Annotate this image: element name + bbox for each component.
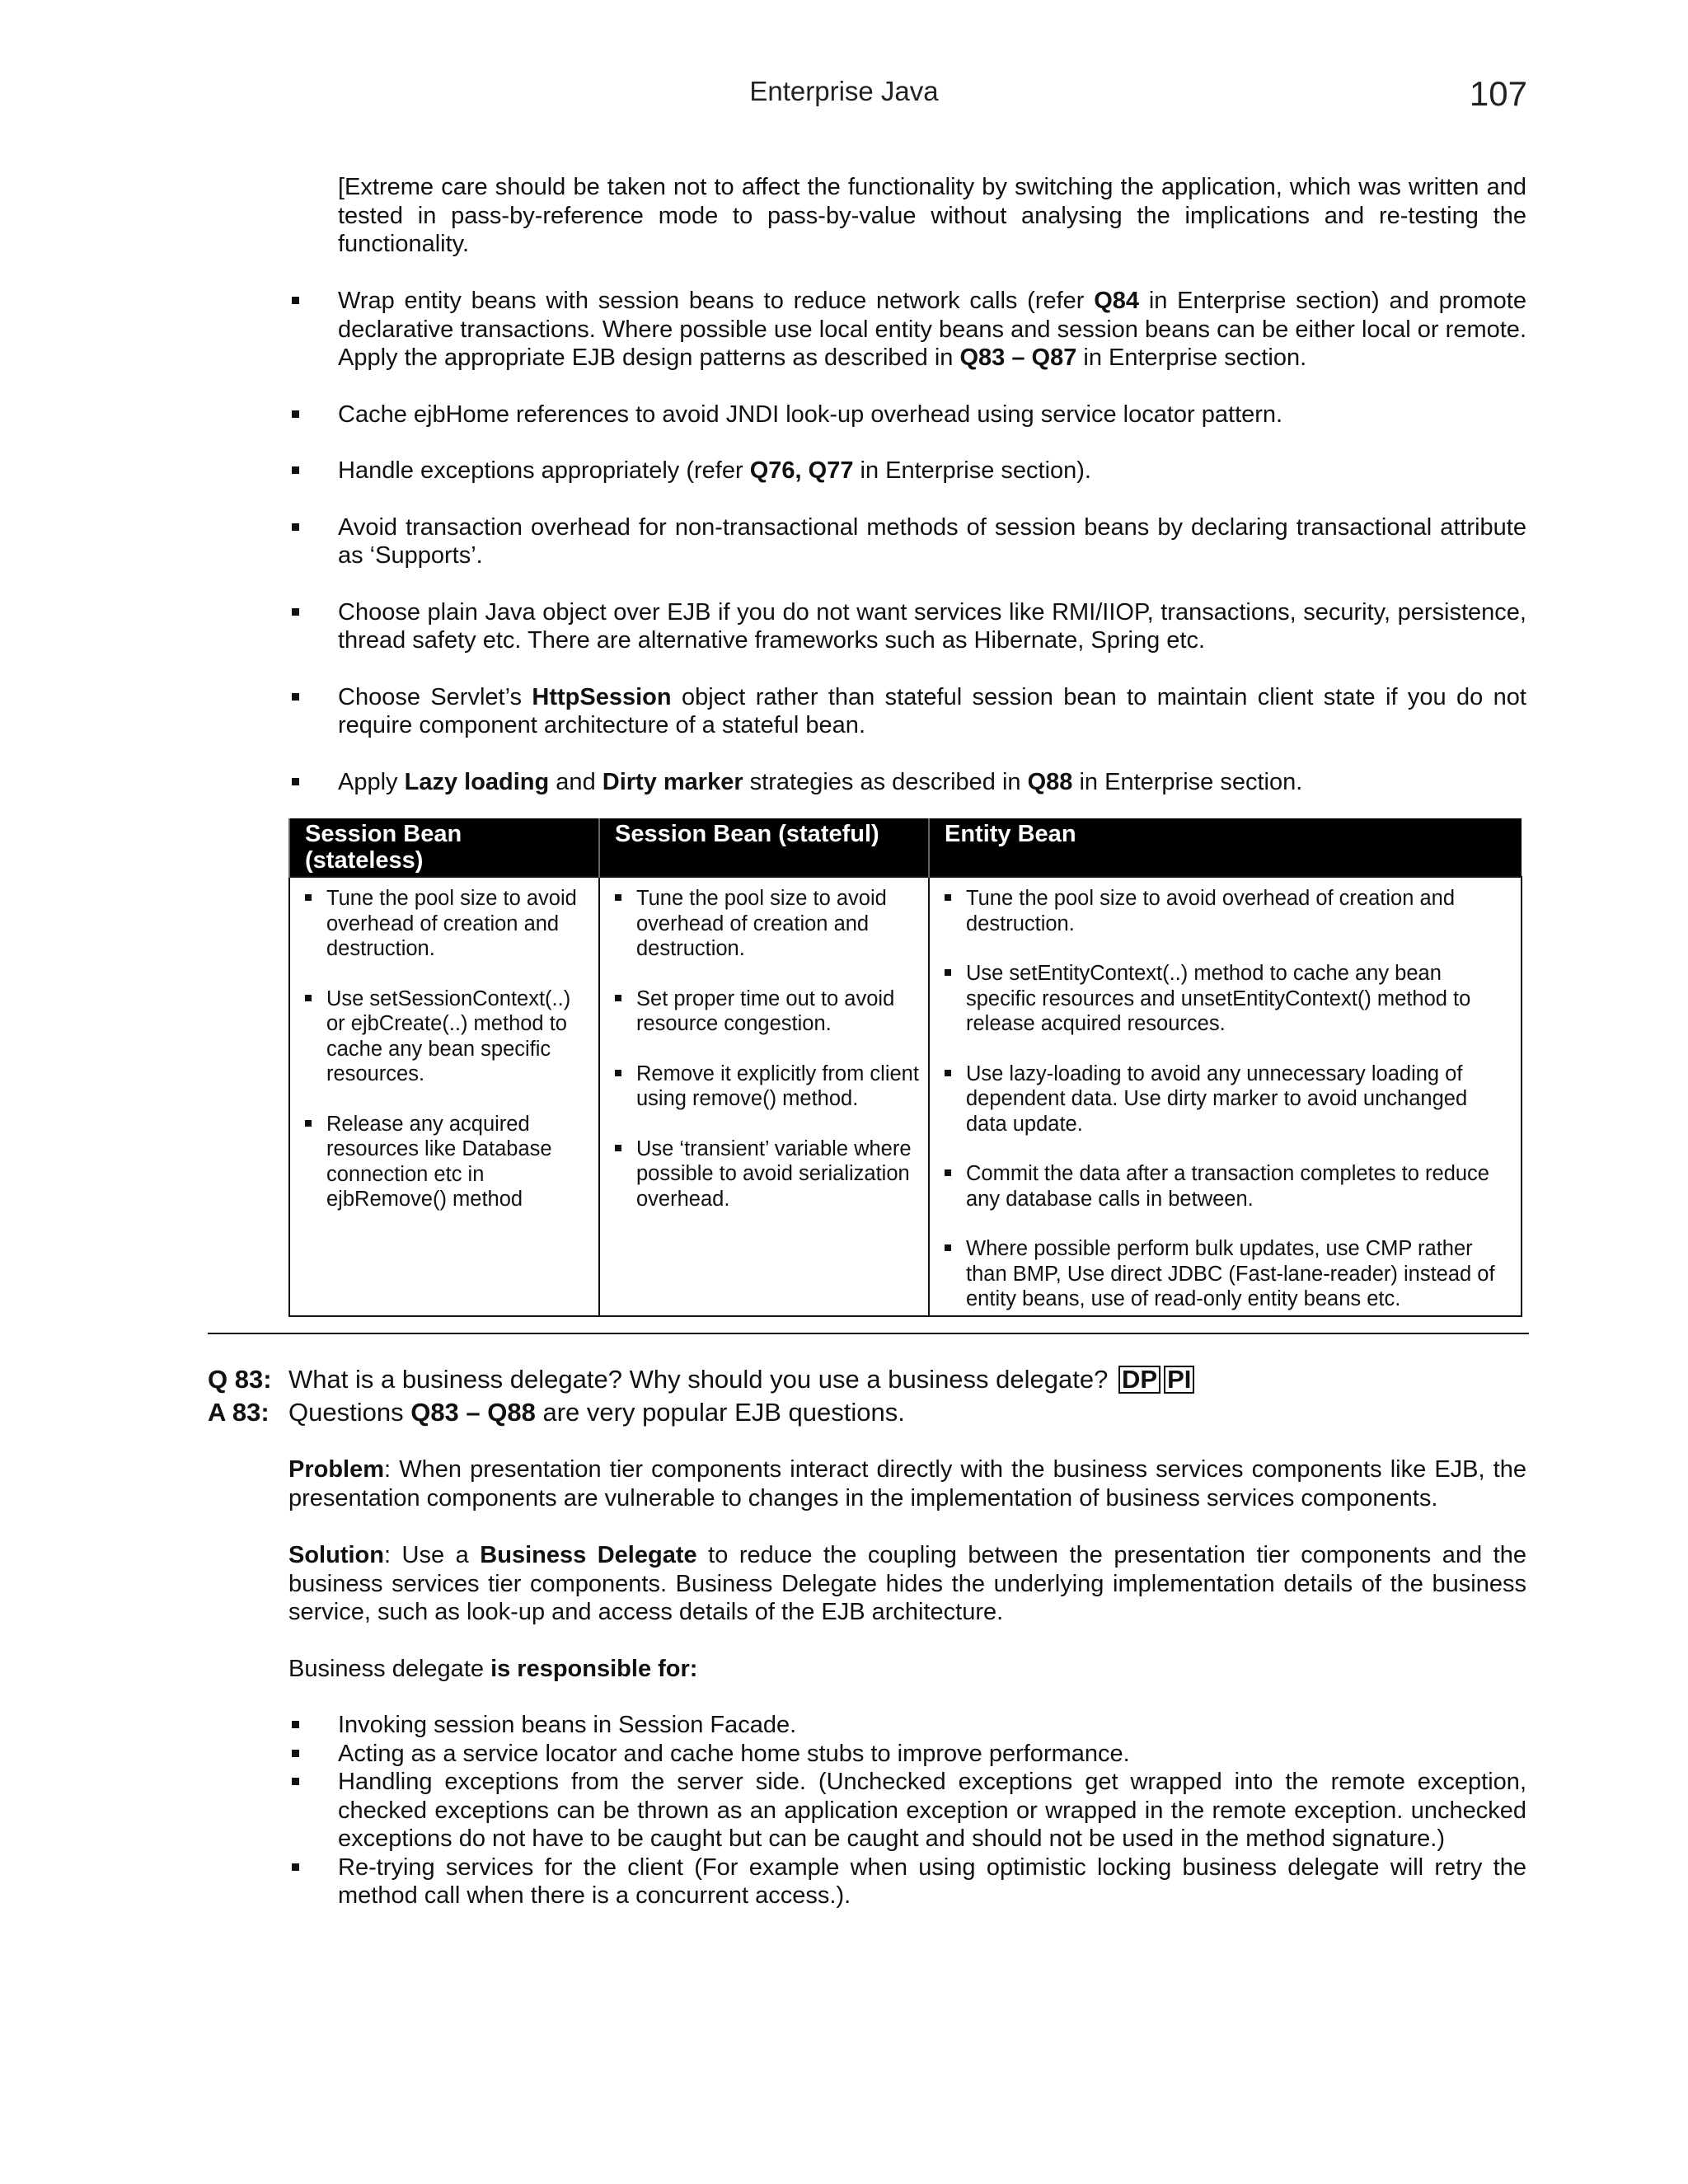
question-text: What is a business delegate? Why should you use a business delegate? xyxy=(288,1365,1109,1394)
text-run: : When presentation tier components interact directly with the business services components like EJB, the presentation components are vulnerable to changes in the implementation of business services components. xyxy=(288,1456,1526,1511)
table-item-text: Use setEntityContext(..) method to cache any bean specific resources and unsetEntityContext() method to release acquired resources. xyxy=(966,962,1471,1035)
text-run: to reduce the coupling between the presentation tier components and the business services tier components. Business Delegate hides the underlying implementation details of the business service, such as look-up and access details of the EJB architecture. xyxy=(288,1542,1526,1625)
table-header-stateless: Session Bean (stateless) xyxy=(289,818,599,877)
square-bullet-icon xyxy=(945,969,951,976)
list-item xyxy=(288,768,1526,797)
intro-paragraph: [Extreme care should be taken not to affect the functionality by switching the application, which was written and tested in pass-by-reference mode to pass-by-value without analysing the implications and re-testing the functionality. xyxy=(338,174,1526,257)
text-run: Handle exceptions appropriately (refer xyxy=(338,457,750,484)
page-number: 107 xyxy=(1469,74,1527,113)
list-item xyxy=(288,513,1526,570)
text-run: Wrap entity beans with session beans to reduce network calls (refer xyxy=(338,288,1095,314)
table-list-item xyxy=(612,1062,920,1112)
list-item xyxy=(288,1768,1526,1854)
list-item xyxy=(288,1854,1526,1910)
square-bullet-icon xyxy=(305,894,312,901)
table-item-text: Release any acquired resources like Database connection etc in ejbRemove() method xyxy=(326,1112,552,1211)
list-item-text: Handling exceptions from the server side. (Unchecked exceptions get wrapped into the remote exception, checked exceptions can be thrown as an application exception or wrapped in the remote exception. unchecked exceptions do not have to be caught but can be caught and should not be used in the method signature.) xyxy=(338,1769,1526,1852)
answer-lead xyxy=(288,1398,905,1427)
responsible-line xyxy=(288,1655,1526,1684)
text-run: object rather than stateful session bean to maintain client state if you do not require component architecture of a stateful bean. xyxy=(338,683,1526,738)
square-bullet-icon xyxy=(615,995,621,1001)
section-divider xyxy=(208,1333,1529,1334)
answer-line xyxy=(208,1398,905,1427)
square-bullet-icon xyxy=(945,1169,951,1176)
table-header-entity: Entity Bean xyxy=(929,818,1522,877)
text-run: in Enterprise section) and promote declarative transactions. Where possible use local entity beans and session beans can be either local or remote. Apply the appropriate EJB design patterns as described in xyxy=(338,288,1526,371)
tag-dp: DP xyxy=(1118,1366,1160,1394)
table-item-text: Commit the data after a transaction completes to reduce any database calls in between. xyxy=(966,1162,1489,1211)
square-bullet-icon xyxy=(945,1244,951,1251)
bold-text: is responsible for: xyxy=(490,1656,698,1682)
list-item xyxy=(288,401,1526,429)
bold-text: Solution xyxy=(288,1542,384,1568)
square-bullet-icon xyxy=(292,466,299,474)
bold-text: Dirty marker xyxy=(602,768,743,795)
table-item-text: Use setSessionContext(..) or ejbCreate(..) method to cache any bean specific resources. xyxy=(326,987,571,1085)
table-cell-entity xyxy=(929,877,1522,1316)
bold-text: Q83 – Q87 xyxy=(959,344,1077,371)
bold-text: Problem xyxy=(288,1456,385,1483)
square-bullet-icon xyxy=(292,523,299,531)
bold-text: Q76, Q77 xyxy=(749,457,854,484)
running-header: Enterprise Java xyxy=(749,76,939,106)
table-list-item xyxy=(941,886,1512,936)
text-run: in Enterprise section. xyxy=(1076,344,1307,371)
question-label: Q 83: xyxy=(208,1365,272,1394)
list-item xyxy=(288,598,1526,655)
text-run: and xyxy=(549,768,603,795)
text-run: Questions xyxy=(288,1398,411,1427)
text-run: Business delegate xyxy=(288,1656,491,1682)
table-list-item xyxy=(302,987,590,1087)
list-item xyxy=(288,457,1526,485)
square-bullet-icon xyxy=(292,1863,299,1871)
square-bullet-icon xyxy=(615,1070,621,1076)
square-bullet-icon xyxy=(292,297,299,304)
table-list-item xyxy=(302,1112,590,1212)
text-run: Apply xyxy=(338,768,405,795)
square-bullet-icon xyxy=(615,1145,621,1151)
bold-text: Q88 xyxy=(1027,768,1073,795)
responsibilities-list xyxy=(288,1711,1526,1910)
table-item-text: Use lazy-loading to avoid any unnecessary loading of dependent data. Use dirty marker to avoid unchanged data update. xyxy=(966,1062,1468,1136)
square-bullet-icon xyxy=(945,1070,951,1076)
question-line xyxy=(208,1365,1194,1394)
square-bullet-icon xyxy=(292,608,299,616)
list-item xyxy=(288,1740,1526,1769)
square-bullet-icon xyxy=(292,1750,299,1757)
table-item-text: Use ‘transient’ variable where possible to avoid serialization overhead. xyxy=(636,1137,912,1211)
answer-label: A 83: xyxy=(208,1398,270,1427)
list-item-text: Re-trying services for the client (For example when using optimistic locking business delegate will retry the method call when there is a concurrent access.). xyxy=(338,1854,1526,1909)
square-bullet-icon xyxy=(292,1721,299,1728)
table-item-text: Tune the pool size to avoid overhead of creation and destruction. xyxy=(966,887,1456,935)
table-list-item xyxy=(941,1236,1512,1312)
text-run: Choose plain Java object over EJB if you do not want services like RMI/IIOP, transactions, security, persistence, thread safety etc. There are alternative frameworks such as Hibernate, Spring etc. xyxy=(338,598,1526,654)
list-item-text: Acting as a service locator and cache home stubs to improve performance. xyxy=(338,1740,1130,1767)
text-run: strategies as described in xyxy=(743,768,1028,795)
square-bullet-icon xyxy=(305,1120,312,1127)
table-header-stateful: Session Bean (stateful) xyxy=(599,818,929,877)
text-run: Avoid transaction overhead for non-transactional methods of session beans by declaring transactional attribute as ‘Supports’. xyxy=(338,513,1526,569)
text-run: Cache ejbHome references to avoid JNDI look-up overhead using service locator pattern. xyxy=(338,401,1283,428)
table-list-item xyxy=(612,886,920,962)
list-item-text: Invoking session beans in Session Facade. xyxy=(338,1712,797,1738)
square-bullet-icon xyxy=(292,410,299,418)
table-list-item xyxy=(302,886,590,962)
text-run: in Enterprise section. xyxy=(1072,768,1303,795)
tag-pi: PI xyxy=(1164,1366,1194,1394)
bold-text: HttpSession xyxy=(532,683,672,710)
square-bullet-icon xyxy=(292,778,299,785)
solution-paragraph xyxy=(288,1541,1526,1627)
table-cell-stateless xyxy=(289,877,599,1316)
table-item-text: Where possible perform bulk updates, use CMP rather than BMP, Use direct JDBC (Fast-lane-reader) instead of entity beans, use of read-only entity beans etc. xyxy=(966,1237,1495,1310)
problem-paragraph xyxy=(288,1455,1526,1512)
square-bullet-icon xyxy=(292,1778,299,1785)
square-bullet-icon xyxy=(945,894,951,901)
bold-text: Q83 – Q88 xyxy=(410,1398,536,1427)
bold-text: Q84 xyxy=(1094,288,1140,314)
square-bullet-icon xyxy=(292,693,299,701)
text-run: : Use a xyxy=(383,1542,481,1568)
text-run: are very popular EJB questions. xyxy=(535,1398,905,1427)
table-cell-stateful xyxy=(599,877,929,1316)
list-item xyxy=(288,287,1526,373)
text-run: in Enterprise section). xyxy=(853,457,1091,484)
bean-tuning-table xyxy=(288,818,1522,1317)
table-item-text: Remove it explicitly from client using remove() method. xyxy=(636,1062,919,1110)
table-list-item xyxy=(612,987,920,1037)
tips-list xyxy=(288,287,1526,824)
table-list-item xyxy=(612,1137,920,1212)
square-bullet-icon xyxy=(305,995,312,1001)
table-list-item xyxy=(941,1161,1512,1212)
table-item-text: Set proper time out to avoid resource congestion. xyxy=(636,987,895,1035)
list-item xyxy=(288,683,1526,740)
table-list-item xyxy=(941,961,1512,1037)
table-list-item xyxy=(941,1062,1512,1137)
text-run: Choose Servlet’s xyxy=(338,683,532,710)
bold-text: Business Delegate xyxy=(480,1542,697,1568)
table-item-text: Tune the pool size to avoid overhead of creation and destruction. xyxy=(326,887,577,960)
bold-text: Lazy loading xyxy=(404,768,550,795)
square-bullet-icon xyxy=(615,894,621,901)
list-item xyxy=(288,1711,1526,1740)
table-item-text: Tune the pool size to avoid overhead of creation and destruction. xyxy=(636,887,887,960)
